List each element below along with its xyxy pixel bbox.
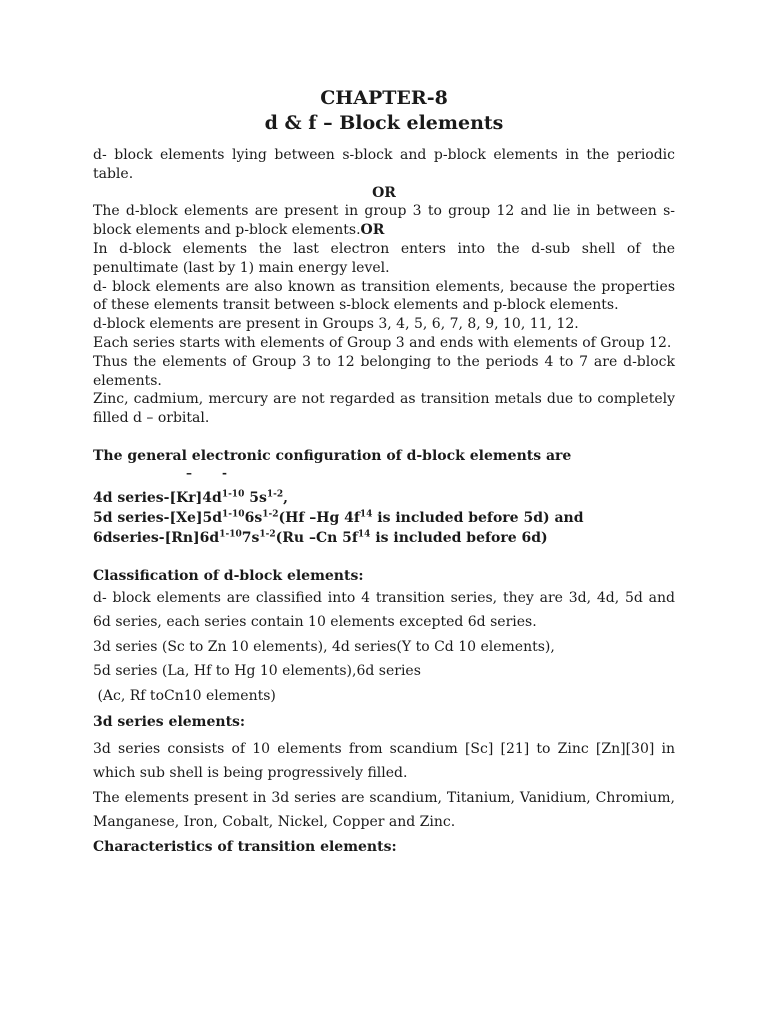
classification-line-2: 3d series (Sc to Zn 10 elements), 4d series(Y to Cd 10 elements), <box>93 638 555 655</box>
intro-paragraph-3: In d-block elements the last electron enters into the d-sub shell of the penultimate (last by 1) main energy level. <box>93 240 675 276</box>
or-separator: OR <box>372 184 396 201</box>
chapter-subtitle: d & f – Block elements <box>264 112 504 134</box>
series-3d-heading: 3d series elements: <box>93 714 246 731</box>
config-mark-1: – <box>186 465 192 480</box>
chapter-title: CHAPTER-8 <box>320 87 448 109</box>
intro-paragraph-6: Each series starts with elements of Group 3 and ends with elements of Group 12. <box>93 334 672 351</box>
intro-paragraph-1: d- block elements lying between s-block and p-block elements in the periodic table. <box>93 147 675 182</box>
document-page <box>93 86 675 859</box>
config-heading: The general electronic configuration of d-block elements are <box>93 447 572 464</box>
config-5d: 5d series-$[Xe]5d^{1-10}6s^{1-2}(Hf$ –Hg $4f^{14}$ is included before 5d) and <box>93 509 584 526</box>
classification-heading: Classification of d-block elements: <box>93 567 364 584</box>
intro-paragraph-2 <box>93 202 675 240</box>
config-6d: $6dseries-[Rn]6d^{1-10}7s^{1-2}(Ru$ –Cn $5f^{14}$ is included before 6d) <box>93 529 548 546</box>
series-3d-paragraph-1: 3d series consists of 10 elements from scandium [Sc] [21] to Zinc [Zn][30] in which sub shell is being progressively filled. <box>93 740 675 782</box>
intro-paragraph-8: Zinc, cadmium, mercury are not regarded as transition metals due to completely filled d – orbital. <box>93 391 675 427</box>
intro-paragraph-4: d- block elements are also known as transition elements, because the properties of these elements transit between s-block elements and p-block elements. <box>93 278 675 314</box>
config-marks <box>93 466 675 488</box>
intro-paragraph-7: Thus the elements of Group 3 to 12 belonging to the periods 4 to 7 are d-block elements. <box>93 353 675 389</box>
intro-paragraph-2-text: The d-block elements are present in group 3 to group 12 and lie in between s-block elements and p-block elements. <box>93 203 675 239</box>
config-mark-2: - <box>222 465 227 480</box>
classification-line-3: 5d series (La, Hf to Hg 10 elements),6d series <box>93 663 421 680</box>
classification-line-4: (Ac, Rf toCn10 elements) <box>93 687 276 704</box>
characteristics-heading: Characteristics of transition elements: <box>93 838 397 855</box>
series-3d-paragraph-2: The elements present in 3d series are scandium, Titanium, Vanidium, Chromium, Manganese, Iron, Cobalt, Nickel, Copper and Zinc. <box>93 789 675 831</box>
classification-paragraph: d- block elements are classified into 4 transition series, they are 3d, 4d, 5d and 6d series, each series contain 10 elements excepted 6d series. <box>93 589 675 631</box>
config-4d: 4d series-$[Kr]4d^{1-10}$ $5s^{1-2}$, <box>93 489 288 506</box>
or-inline: OR <box>360 222 385 239</box>
intro-paragraph-5: d-block elements are present in Groups 3, 4, 5, 6, 7, 8, 9, 10, 11, 12. <box>93 316 579 333</box>
